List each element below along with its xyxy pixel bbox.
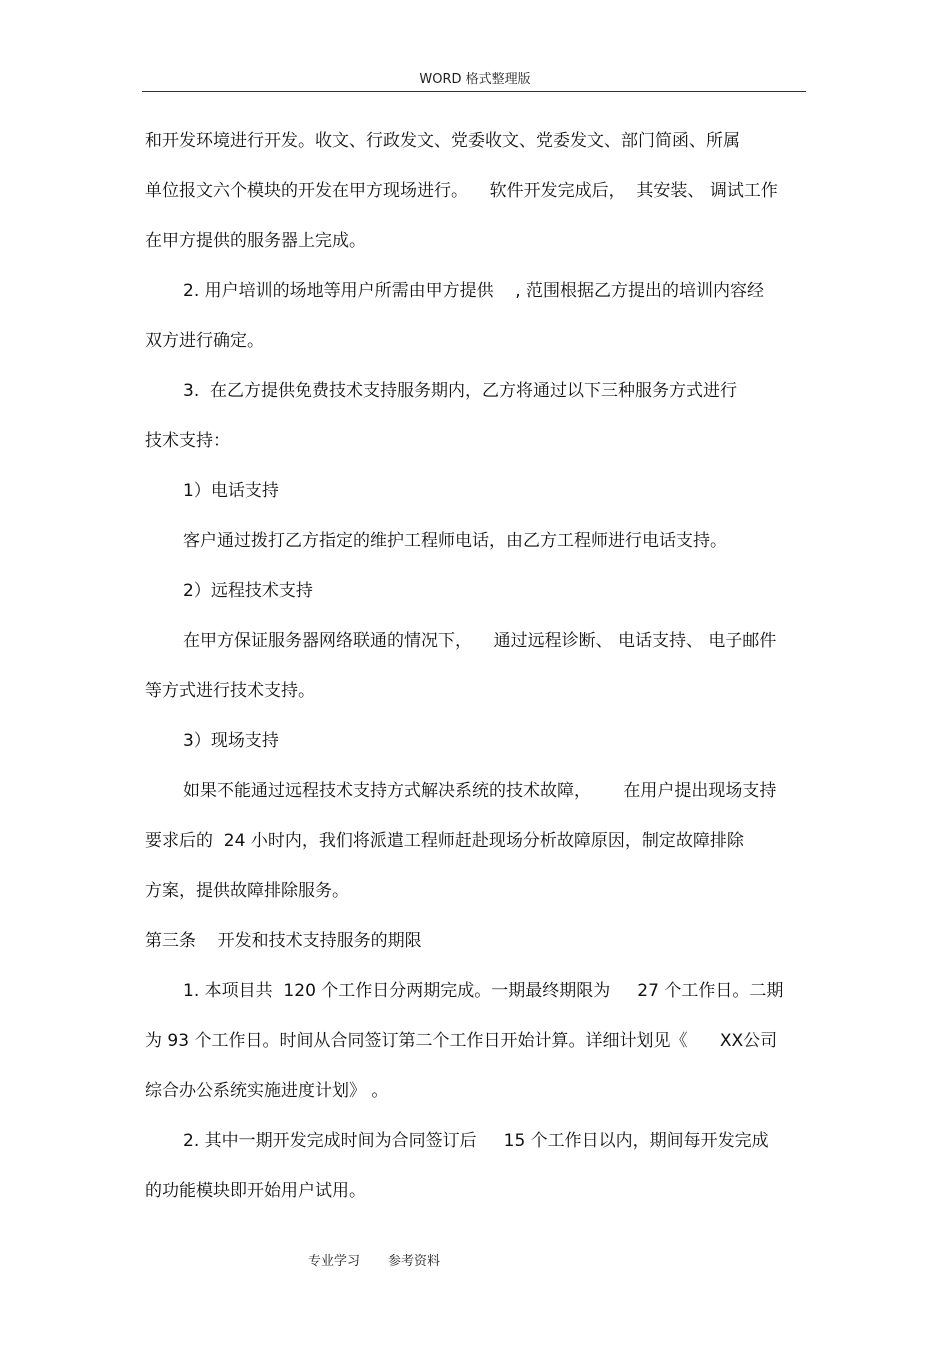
- header-rule: [142, 91, 806, 92]
- text-line: 要求后的 24 小时内，我们将派遣工程师赶赴现场分析故障原因，制定故障排除: [145, 831, 744, 851]
- text-line: 双方进行确定。: [145, 331, 264, 351]
- text-line: 综合办公系统实施进度计划》 。: [145, 1081, 389, 1101]
- page-header: WORD 格式整理版: [419, 72, 531, 87]
- text-line: 1. 本项目共 120 个工作日分两期完成。一期最终期限为 27 个工作日。二期: [183, 981, 784, 1001]
- text-line: 3. 在乙方提供免费技术支持服务期内，乙方将通过以下三种服务方式进行: [183, 381, 738, 401]
- text-line: 和开发环境进行开发。收文、行政发文、党委收文、党委发文、部门简函、所属: [145, 131, 740, 151]
- text-line: 如果不能通过远程技术支持方式解决系统的技术故障， 在用户提出现场支持: [183, 781, 777, 801]
- text-line: 的功能模块即开始用户试用。: [145, 1181, 366, 1201]
- footer-left: 专业学习: [308, 1254, 361, 1269]
- text-line: 2. 其中一期开发完成时间为合同签订后 15 个工作日以内，期间每开发完成: [183, 1131, 769, 1151]
- text-line: 在甲方提供的服务器上完成。: [145, 231, 366, 251]
- text-line: 为 93 个工作日。时间从合同签订第二个工作日开始计算。详细计划见《 XX公司: [145, 1031, 778, 1051]
- section-heading: 第三条 开发和技术支持服务的期限: [145, 931, 422, 951]
- footer-right: 参考资料: [388, 1254, 441, 1269]
- text-line: 2）远程技术支持: [183, 581, 313, 601]
- text-line: 技术支持：: [145, 431, 230, 451]
- text-line: 3）现场支持: [183, 731, 279, 751]
- text-line: 在甲方保证服务器网络联通的情况下， 通过远程诊断、 电话支持、 电子邮件: [183, 631, 777, 651]
- text-line: 单位报文六个模块的开发在甲方现场进行。 软件开发完成后， 其安装、 调试工作: [145, 181, 778, 201]
- text-line: 1）电话支持: [183, 481, 279, 501]
- text-line: 方案，提供故障排除服务。: [145, 881, 349, 901]
- text-line: 等方式进行技术支持。: [145, 681, 315, 701]
- text-line: 2. 用户培训的场地等用户所需由甲方提供 , 范围根据乙方提出的培训内容经: [183, 281, 765, 301]
- text-line: 客户通过拨打乙方指定的维护工程师电话，由乙方工程师进行电话支持。: [183, 531, 727, 551]
